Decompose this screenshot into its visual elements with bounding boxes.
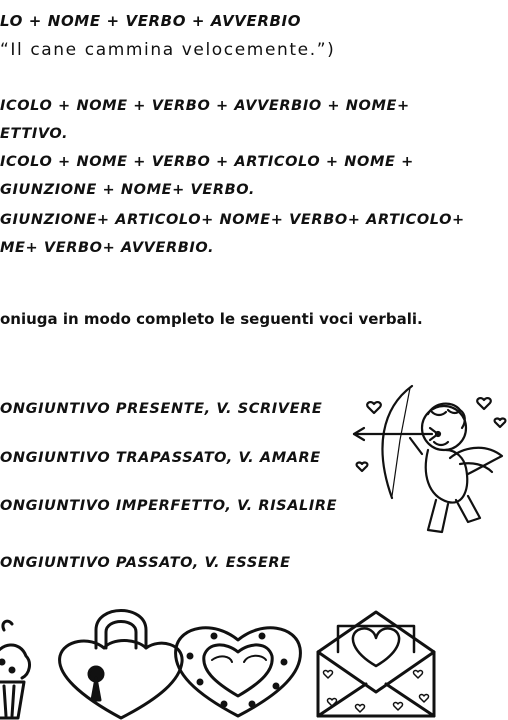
sentence-formula-1: LO + NOME + VERBO + AVVERBIO [0,12,302,30]
exercise-item: ONGIUNTIVO IMPERFETTO, V. RISALIRE [0,498,338,514]
sentence-formula-2-line2: ETTIVO. [0,126,69,142]
heart-donut-icon [176,628,301,716]
exercise-item: ONGIUNTIVO PRESENTE, V. SCRIVERE [0,401,323,417]
cupid-illustration [352,378,508,546]
cupcake-icon [0,621,29,718]
sentence-example: “Il cane cammina velocemente.”) [0,40,336,60]
sentence-formula-2-line1: ICOLO + NOME + VERBO + AVVERBIO + NOME+ [0,98,410,114]
small-heart-icon [477,398,491,409]
exercise-instruction: oniuga in modo completo le seguenti voci verbali. [0,310,423,328]
small-heart-icon [495,419,506,427]
small-heart-icon [367,402,381,413]
padlock-icon [60,611,183,719]
sentence-formula-3-line2: GIUNZIONE + NOME+ VERBO. [0,182,255,198]
small-heart-icon [357,463,368,471]
love-envelope-icon [318,612,434,716]
exercise-item: ONGIUNTIVO TRAPASSATO, V. AMARE [0,450,321,466]
decorations [0,596,508,720]
sentence-formula-4-line1: GIUNZIONE+ ARTICOLO+ NOME+ VERBO+ ARTICOLO+ [0,212,465,228]
sentence-formula-3-line1: ICOLO + NOME + VERBO + ARTICOLO + NOME + [0,154,414,170]
sentence-formula-4-line2: ME+ VERBO+ AVVERBIO. [0,240,215,256]
exercise-item: ONGIUNTIVO PASSATO, V. ESSERE [0,555,291,571]
